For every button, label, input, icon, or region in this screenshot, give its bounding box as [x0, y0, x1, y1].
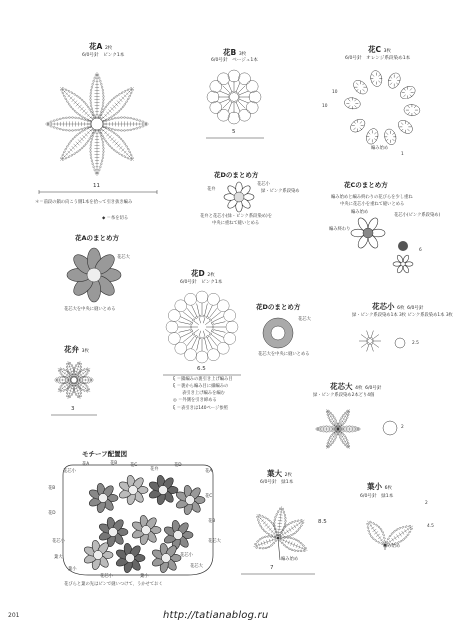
- assembly-c-end-label: 編み終わり: [329, 227, 351, 232]
- flower-c-mark: 10: [322, 104, 328, 109]
- flower-d-legend1: ξ ＝鎖編みの裏引き上げ編み目: [173, 377, 233, 382]
- flower-d-legend5: ξ ＝表引きは140ページ参照: [173, 406, 228, 411]
- assembly-c-core-label: 花芯小(ピンク系段染め): [394, 213, 441, 218]
- assembly-c-dim: 6: [419, 248, 422, 253]
- assembly-a-caption: 花芯大を中央に縫いとめる: [64, 307, 116, 312]
- assembly-a-diagram: [63, 248, 125, 302]
- assembly-d2-caption: 花芯大を中央に縫いとめる: [258, 352, 310, 357]
- petal-dim-line: [50, 413, 98, 417]
- layout-label: 花芯小: [63, 469, 76, 474]
- core-large-title: 花芯大 4枚 6/0号針: [330, 382, 382, 391]
- flower-a-note1: ＊＝前段の鎖の向こう側1本を拾って引き抜き編み: [35, 200, 133, 205]
- petal-title: 花弁 3枚: [64, 345, 89, 354]
- layout-diagram: [58, 460, 218, 580]
- assembly-a-title: 花Aのまとめ方: [75, 234, 120, 242]
- core-large-dim: 2: [401, 425, 404, 430]
- flower-d-spec: 6/0号針 ピンク1本: [180, 280, 223, 285]
- petal-width: 3: [71, 406, 75, 412]
- assembly-c-caption: 中央に花芯小を重ねて縫いとめる: [340, 202, 405, 207]
- assembly-d2-title: 花Dのまとめ方: [256, 303, 301, 311]
- flower-a-note2: ◆ ＝糸を切る: [102, 216, 129, 221]
- layout-caption: 花びらと葉の先はピンで縫いつけて、うかせておく: [64, 582, 163, 587]
- flower-d-legend3: 表引き上げ編みを編む: [182, 391, 225, 396]
- assembly-d-caption: 中央に重ねて縫いとめる: [212, 221, 260, 226]
- leaf-small-w: 2: [425, 501, 428, 506]
- layout-label: 花A: [205, 469, 213, 474]
- flower-c-mark: 10: [332, 90, 338, 95]
- leaf-small-title: 葉小 6枚: [367, 482, 392, 491]
- flower-a-width: 11: [93, 183, 100, 189]
- flower-a-title: 花A 2枚: [89, 42, 113, 51]
- flower-c-mark: 1: [401, 152, 404, 157]
- layout-label: 葉小: [140, 574, 149, 579]
- assembly-d-core-label2: 緑・ピンク系段染め: [261, 189, 300, 194]
- layout-label: 花芯小: [100, 574, 113, 579]
- layout-label: 花芯大: [190, 564, 203, 569]
- flower-a-diagram: [40, 62, 155, 187]
- layout-label: 花芯大: [208, 539, 221, 544]
- leaf-large-height: 8.5: [318, 519, 327, 525]
- leaf-large-title: 葉大 2枚: [267, 469, 292, 478]
- flower-c-title: 花C 3枚: [368, 45, 392, 54]
- core-small-title: 花芯小 6枚 6/0号針: [372, 302, 424, 311]
- flower-b-diagram: [205, 68, 263, 126]
- layout-title: モチーフ配置図: [82, 450, 128, 458]
- watermark: http://tatianablog.ru: [163, 610, 269, 621]
- flower-c-spec: 6/0号針 オレンジ系段染め1本: [345, 56, 411, 61]
- layout-label: 花芯小: [180, 553, 193, 558]
- layout-label: 花D: [48, 511, 56, 516]
- assembly-a-core-label: 花芯大: [117, 255, 130, 260]
- core-small-circle: [394, 337, 406, 349]
- assembly-c-caption: 編み始めと編み終わりの花びらを少し重ね: [331, 195, 413, 200]
- flower-a-spec: 6/0号針 ピンク1本: [82, 53, 125, 58]
- leaf-large-spec: 6/0号針 緑1本: [260, 480, 294, 485]
- assembly-c-diagram: [350, 215, 386, 251]
- assembly-d2-diagram: [261, 316, 295, 350]
- layout-label: 花A: [82, 462, 90, 467]
- layout-label: 花D: [174, 463, 182, 468]
- flower-d-legend4: ◎ ＝外側を引き締める: [173, 398, 217, 403]
- assembly-c-start-label: 編み始め: [351, 210, 369, 215]
- layout-label: 花C: [205, 494, 213, 499]
- leaf-small-start: 編み始め: [383, 544, 401, 549]
- leaf-large-width: 7: [270, 565, 274, 571]
- page-number: 201: [8, 612, 20, 619]
- layout-label: 花弁: [150, 467, 159, 472]
- core-large-diagram: [313, 404, 363, 454]
- flower-c-start: 編み始め: [371, 146, 389, 151]
- core-large-spec: 緑・ピンク系段染め2本どり4個: [313, 393, 375, 398]
- flower-b-width: 5: [232, 129, 236, 135]
- flower-d-width: 6.5: [197, 366, 206, 372]
- flower-b-spec: 6/0号針 ベージュ1本: [211, 58, 258, 63]
- assembly-d-core-label: 花芯小: [257, 182, 270, 187]
- core-large-circle: [382, 420, 398, 436]
- layout-label: 花芯小: [52, 539, 65, 544]
- layout-label: 花B: [110, 461, 118, 466]
- layout-label: 葉大: [54, 555, 63, 560]
- assembly-d-diagram: [222, 180, 256, 214]
- core-small-diagram: [357, 328, 383, 354]
- petal-diagram: [51, 357, 97, 403]
- flower-d-diagram: [163, 290, 241, 365]
- assembly-d-caption: 花弁と花芯小(緑・ピンク系段染め)を: [200, 214, 273, 219]
- leaf-large-dim-line: [240, 572, 316, 576]
- layout-label: 花B: [208, 519, 216, 524]
- flower-a-dim-line: [38, 190, 158, 194]
- leaf-small-h: 4.5: [427, 524, 434, 529]
- layout-label: 花B: [48, 486, 56, 491]
- leaf-small-spec: 6/0号針 緑1本: [360, 494, 394, 499]
- flower-b-title: 花B 3枚: [223, 48, 247, 57]
- layout-label: 花C: [130, 463, 138, 468]
- assembly-d-petal-label: 花弁: [207, 187, 216, 192]
- assembly-c-core-diagram: [395, 238, 425, 278]
- assembly-d2-core-label: 花芯大: [298, 317, 311, 322]
- core-small-spec: 緑・ピンク系段染め1本 3枚 ピンク系段染め1本 3枚: [352, 313, 453, 318]
- leaf-large-start: 編み始め: [281, 557, 299, 562]
- flower-b-dim-line: [205, 136, 265, 140]
- flower-d-title: 花D 2枚: [191, 269, 215, 278]
- assembly-d-title: 花Dのまとめ方: [214, 171, 259, 179]
- leaf-large-diagram: [240, 488, 316, 564]
- layout-label: 葉小: [68, 567, 77, 572]
- flower-d-legend2: ξ ＝裏から編み目に細編みの: [173, 384, 229, 389]
- core-small-dim: 2.5: [412, 341, 419, 346]
- assembly-c-title: 花Cのまとめ方: [344, 181, 388, 189]
